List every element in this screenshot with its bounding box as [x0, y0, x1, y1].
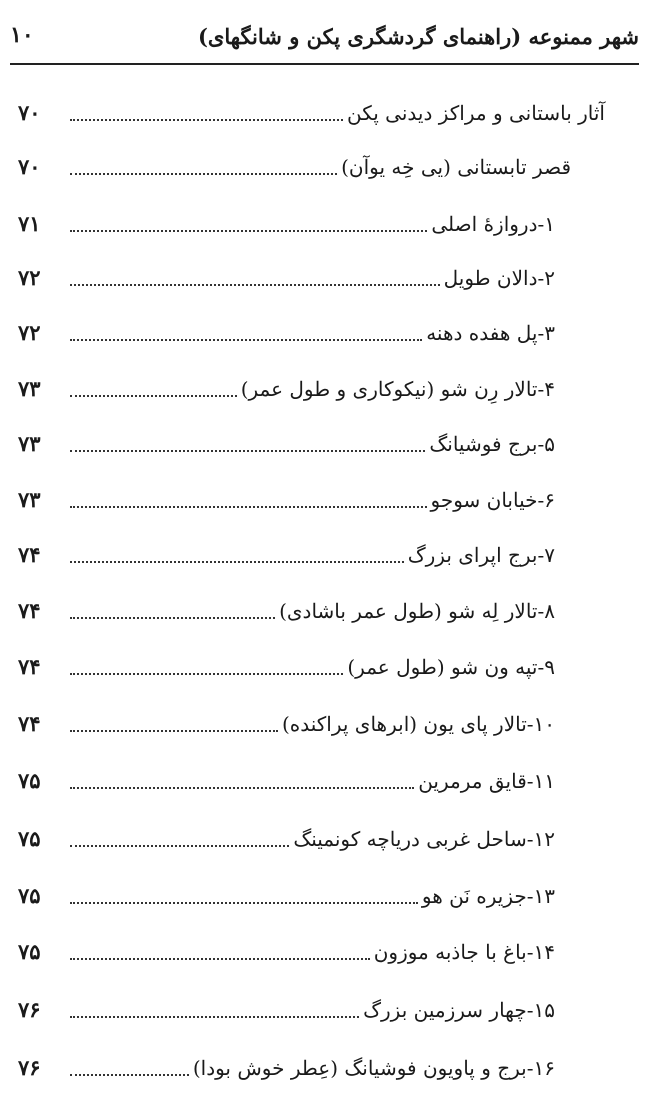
toc-leader-dots: [70, 506, 427, 508]
toc-page-number: ۷۵: [18, 826, 41, 851]
toc-page-number: ۷۴: [18, 654, 41, 679]
toc-entry: [18, 594, 555, 628]
toc-entry-title: ۹-تپه ون شو (طول عمر): [347, 655, 555, 679]
toc-entry-title: ۸-تالار لِه شو (طول عمر باشادی): [279, 599, 555, 623]
toc-leader-dots: [70, 617, 275, 619]
running-title: شهر ممنوعه (راهنمای گردشگری پکن و شانگهای): [198, 24, 639, 49]
toc-leader-dots: [70, 230, 427, 232]
toc-entry: [18, 707, 555, 741]
toc-page-number: ۷۲: [18, 265, 41, 290]
toc-page-number: ۷۲: [18, 320, 41, 345]
toc-page-number: ۷۴: [18, 542, 41, 567]
toc-entry: [18, 150, 571, 184]
toc-page-number: ۷۰: [18, 154, 41, 179]
toc-page-number: ۷۳: [18, 376, 41, 401]
toc-leader-dots: [70, 902, 418, 904]
toc-leader-dots: [70, 173, 337, 175]
toc-leader-dots: [70, 284, 440, 286]
toc-page-number: ۷۵: [18, 939, 41, 964]
toc-entry: [18, 538, 555, 572]
toc-page-number: ۷۶: [18, 997, 41, 1022]
toc-page-number: ۷۱: [18, 211, 41, 236]
toc-leader-dots: [70, 1074, 189, 1076]
toc-entry-title: ۶-خیابان سوجو: [430, 488, 555, 512]
toc-page-number: ۷۶: [18, 1055, 41, 1080]
toc-page-number: ۷۰: [18, 100, 41, 125]
toc-entry: [18, 96, 605, 130]
toc-entry: [18, 427, 555, 461]
toc-entry: [18, 372, 555, 406]
toc-entry-title: ۱۵-چهار سرزمین بزرگ: [363, 998, 555, 1022]
toc-page-number: ۷۵: [18, 768, 41, 793]
toc-leader-dots: [70, 958, 370, 960]
toc-leader-dots: [70, 730, 278, 732]
toc-entry: [18, 207, 555, 241]
toc-entry-title: ۱۶-برج و پاویون فوشیانگ (عِطر خوش بودا): [192, 1056, 555, 1080]
toc-entry: [18, 650, 555, 684]
toc-entry: [18, 822, 555, 856]
toc-entry: [18, 764, 555, 798]
toc-entry: [18, 483, 555, 517]
toc-entry-title: ۱۱-قایق مرمرین: [418, 769, 555, 793]
toc-page-number: ۷۳: [18, 487, 41, 512]
toc-entry-title: ۴-تالار رِن شو (نیکوکاری و طول عمر): [240, 377, 555, 401]
toc-entry-title: ۵-برج فوشیانگ: [429, 432, 555, 456]
toc-entry: [18, 316, 555, 350]
toc-page-number: ۷۵: [18, 883, 41, 908]
toc-leader-dots: [70, 845, 289, 847]
toc-entry-title: ۱۰-تالار پای یون (ابرهای پراکنده): [281, 712, 555, 736]
toc-entry: [18, 935, 555, 969]
toc-leader-dots: [70, 561, 404, 563]
toc-entry-title: ۲-دالان طویل: [443, 266, 555, 290]
toc-leader-dots: [70, 395, 237, 397]
toc-leader-dots: [70, 450, 425, 452]
toc-leader-dots: [70, 339, 422, 341]
toc-entry-title: آثار باستانی و مراکز دیدنی پکن: [346, 101, 605, 125]
toc-entry-title: ۳-پل هفده دهنه: [426, 321, 555, 345]
toc-page-number: ۷۳: [18, 431, 41, 456]
toc-entry: [18, 261, 555, 295]
toc-page-number: ۷۴: [18, 598, 41, 623]
toc-leader-dots: [70, 673, 343, 675]
toc-entry-title: قصر تابستانی (یی خِه یوآن): [341, 155, 571, 179]
toc-entry: [18, 879, 555, 913]
page-number: ۱۰: [10, 22, 34, 48]
toc-leader-dots: [70, 1016, 359, 1018]
toc-entry-title: ۷-برج اپرای بزرگ: [407, 543, 555, 567]
toc-entry-title: ۱-دروازهٔ اصلی: [431, 212, 555, 236]
toc-entry: [18, 1051, 555, 1085]
toc-page-number: ۷۴: [18, 711, 41, 736]
toc-entry: [18, 993, 555, 1027]
toc-leader-dots: [70, 787, 414, 789]
toc-leader-dots: [70, 119, 343, 121]
toc-entry-title: ۱۲-ساحل غربی دریاچه کونمینگ: [293, 827, 555, 851]
toc-entry-title: ۱۳-جزیره نَن هو: [421, 884, 555, 908]
toc-entry-title: ۱۴-باغ با جاذبه موزون: [373, 940, 555, 964]
